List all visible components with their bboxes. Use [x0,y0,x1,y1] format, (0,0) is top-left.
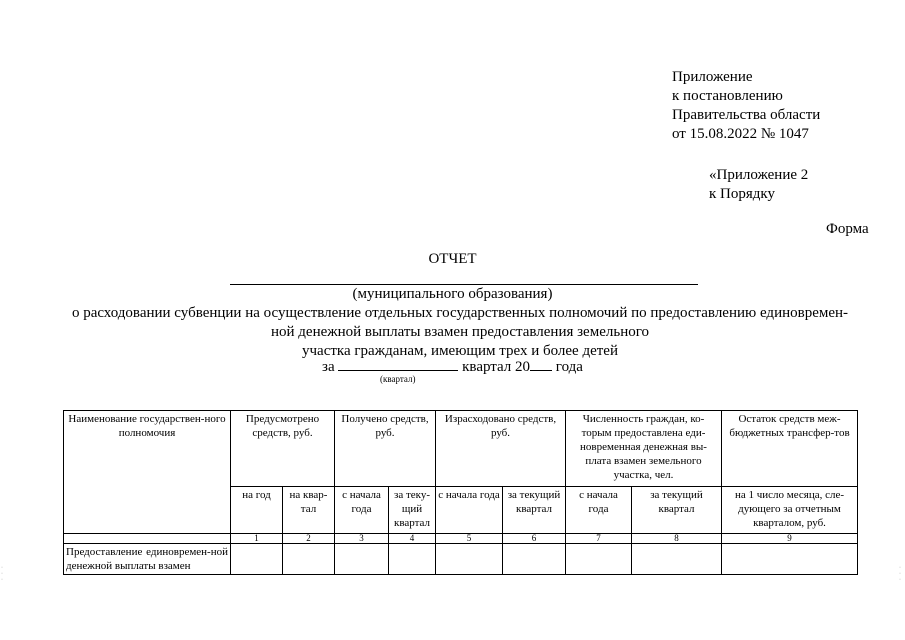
description-line: ной денежной выплаты взамен предоставления земельного [270,324,649,340]
year-blank [530,357,552,371]
description-line: участка гражданам, имеющим трех и более детей [302,343,618,359]
scan-edge-mark: · · · [899,565,901,583]
subheader-received-from-start: с начала года [335,487,389,534]
description-line: о расходовании субвенции на осуществление отдельных государственных полномочий по предоставлению единовремен- [71,305,849,321]
subheader-citizens-current: за текущий квартал [632,487,722,534]
form-label: Форма [826,221,869,237]
municipality-label: (муниципального образования) [352,286,553,302]
header-spent: Израсходовано средств, руб. [436,411,566,487]
table-cell [503,544,566,575]
table-cell [283,544,335,575]
subheader-spent-current: за текущий квартал [503,487,566,534]
quarter-note: (квартал) [380,374,416,384]
municipality-blank-line [230,284,698,285]
column-number: 6 [503,534,566,544]
report-description [60,304,860,361]
appendix-line: от 15.08.2022 № 1047 [672,126,809,142]
appendix-block [672,68,820,144]
table-cell [722,544,858,575]
column-number: 9 [722,534,858,544]
column-number: 2 [283,534,335,544]
header-received: Получено средств, руб. [335,411,436,487]
subheader-remainder-first: на 1 число месяца, сле-дующего за отчетным кварталом, руб. [722,487,858,534]
header-planned: Предусмотрено средств, руб. [231,411,335,487]
header-citizens: Численность граждан, ко-торым предоставлена еди-новременная денежная вы-плата взамен земельного участка, чел. [566,411,722,487]
table-row [64,544,858,575]
table-cell [389,544,436,575]
table-cell [566,544,632,575]
period-suffix: года [555,359,583,375]
column-number: 5 [436,534,503,544]
column-number: 8 [632,534,722,544]
appendix2-line: «Приложение 2 [709,167,809,183]
subheader-spent-from-start: с начала года [436,487,503,534]
appendix-line: Правительства области [672,107,821,123]
header-row [64,411,858,487]
scan-edge-mark: · · · [1,565,3,583]
report-period [0,357,905,376]
period-middle: квартал 20 [462,359,531,375]
subheader-citizens-from-start: с начала года [566,487,632,534]
table-cell [632,544,722,575]
appendix2-block [709,166,808,204]
subheader-per-quarter: на квар-тал [283,487,335,534]
subheader-received-current: за теку-щий квартал [389,487,436,534]
column-number-row [64,534,858,544]
header-name: Наименование государствен-ного полномочия [64,411,231,534]
quarter-blank [338,357,458,371]
report-table [63,410,858,575]
column-number: 1 [231,534,283,544]
subheader-per-year: на год [231,487,283,534]
table-cell [436,544,503,575]
report-title: ОТЧЕТ [428,251,477,267]
appendix2-line: к Порядку [709,186,775,202]
table-cell [335,544,389,575]
appendix-line: Приложение [672,69,753,85]
period-prefix: за [322,359,335,375]
column-number: 4 [389,534,436,544]
column-number: 3 [335,534,389,544]
table-cell [231,544,283,575]
empty-cell [64,534,231,544]
column-number: 7 [566,534,632,544]
header-remainder: Остаток средств меж-бюджетных трансфер-тов [722,411,858,487]
appendix-line: к постановлению [672,88,783,104]
row-label: Предоставление единовремен-ной денежной выплаты взамен [64,544,231,575]
